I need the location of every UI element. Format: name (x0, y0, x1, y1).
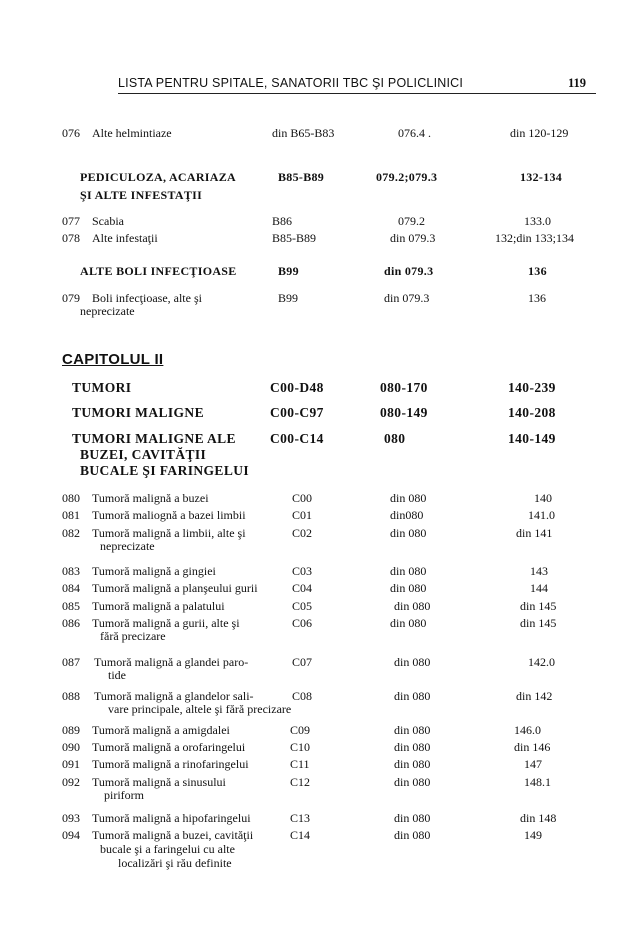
item-list: din 080 (394, 655, 431, 669)
item-icd: C08 (292, 689, 313, 703)
item-icd: C04 (292, 581, 313, 595)
item-pages: din 142 (516, 689, 553, 703)
item-list: din 080 (394, 740, 431, 754)
item-pages: din 148 (520, 811, 557, 825)
item-icd: C11 (290, 757, 310, 771)
item-name: Tumoră malignă a amigdalei (92, 723, 230, 737)
item-icd: C13 (290, 811, 311, 825)
category-icd: B99 (278, 264, 299, 278)
category-icd: C00-C97 (270, 405, 324, 420)
item-icd: C14 (290, 828, 311, 842)
item-pages: din 141 (516, 526, 553, 540)
item-icd: B99 (278, 291, 299, 305)
category-pages: 140-149 (508, 431, 556, 446)
category-icd: B85-B89 (278, 170, 325, 184)
item-name-cont2: localizări şi rău definite (118, 856, 232, 870)
item-pages: 136 (528, 291, 546, 305)
item-list: din 080 (390, 491, 427, 505)
header-rule (118, 93, 596, 94)
chapter-title: CAPITOLUL II (62, 351, 164, 368)
item-list: din 080 (394, 723, 431, 737)
item-name: Tumoră maliognă a bazei limbii (92, 508, 246, 522)
item-list: din 080 (394, 775, 431, 789)
category-title: PEDICULOZA, ACARIAZA (80, 170, 237, 184)
category-title: TUMORI MALIGNE ALE (72, 431, 236, 446)
item-name: Tumoră malignă a limbii, alte şi (92, 526, 246, 540)
category-title: ALTE BOLI INFECŢIOASE (80, 264, 237, 278)
item-pages: 133.0 (524, 214, 551, 228)
item-pages: din 120-129 (510, 126, 569, 140)
item-list: din 079.3 (390, 231, 436, 245)
item-icd: C09 (290, 723, 311, 737)
item-icd: din B65-B83 (272, 126, 335, 140)
category-pages: 132-134 (520, 170, 563, 184)
item-code: 088 (62, 689, 80, 703)
category-pages: 140-239 (508, 380, 556, 395)
item-list: din 080 (394, 828, 431, 842)
item-name: Tumoră malignă a gingiei (92, 564, 216, 578)
category-icd: C00-D48 (270, 380, 324, 395)
item-list: din 080 (394, 689, 431, 703)
item-name: Boli infecţioase, alte şi (92, 291, 202, 305)
item-icd: C03 (292, 564, 313, 578)
item-code: 079 (62, 291, 80, 305)
item-icd: B85-B89 (272, 231, 317, 245)
item-name-cont: piriform (104, 788, 144, 802)
category-title-line3: BUCALE ŞI FARINGELUI (80, 463, 250, 478)
item-pages: 142.0 (528, 655, 555, 669)
item-name-cont: fără precizare (100, 629, 166, 643)
item-code: 092 (62, 775, 80, 789)
item-code: 089 (62, 723, 80, 737)
item-name: Tumoră malignă a glandei paro- (94, 655, 249, 669)
item-code: 090 (62, 740, 80, 754)
item-pages: 143 (530, 564, 548, 578)
category-list: 079.2;079.3 (376, 170, 438, 184)
item-pages: 132;din 133;134 (495, 231, 575, 245)
item-name: Tumoră malignă a buzei (92, 491, 209, 505)
item-list: din 080 (390, 581, 427, 595)
item-code: 094 (62, 828, 80, 842)
item-name: Tumoră malignă a rinofaringelui (92, 757, 249, 771)
item-icd: C05 (292, 599, 313, 613)
category-title: TUMORI MALIGNE (72, 405, 204, 420)
item-name: Tumoră malignă a glandelor sali- (94, 689, 254, 703)
item-icd: B86 (272, 214, 293, 228)
item-code: 080 (62, 491, 80, 505)
item-pages: 140 (534, 491, 552, 505)
item-name: Tumoră malignă a planşeului gurii (92, 581, 258, 595)
item-pages: 141.0 (528, 508, 555, 522)
item-name-cont: tide (108, 668, 126, 682)
item-list: din 080 (390, 526, 427, 540)
item-icd: C00 (292, 491, 313, 505)
item-list: din 080 (390, 564, 427, 578)
item-icd: C10 (290, 740, 311, 754)
item-icd: C02 (292, 526, 313, 540)
item-name-cont: bucale şi a faringelui cu alte (100, 842, 235, 856)
item-name: Scabia (92, 214, 124, 228)
item-code: 091 (62, 757, 80, 771)
item-code: 076 (62, 126, 80, 140)
item-name: Alte helmintiaze (92, 126, 172, 140)
page-header-title: LISTA PENTRU SPITALE, SANATORII TBC ŞI POLICLINICI (118, 76, 464, 90)
category-pages: 140-208 (508, 405, 556, 420)
item-name: Tumoră malignă a gurii, alte şi (92, 616, 240, 630)
item-code: 082 (62, 526, 80, 540)
item-pages: 146.0 (514, 723, 541, 737)
item-name: Tumoră malignă a palatului (92, 599, 225, 613)
item-list: din080 (390, 508, 424, 522)
item-pages: 144 (530, 581, 548, 595)
item-code: 081 (62, 508, 80, 522)
item-code: 078 (62, 231, 80, 245)
item-pages: din 146 (514, 740, 551, 754)
item-code: 087 (62, 655, 80, 669)
item-list: din 079.3 (384, 291, 430, 305)
item-list: din 080 (394, 599, 431, 613)
item-pages: 147 (524, 757, 542, 771)
category-list: 080 (384, 431, 406, 446)
item-code: 077 (62, 214, 80, 228)
item-code: 083 (62, 564, 80, 578)
item-icd: C06 (292, 616, 313, 630)
item-list: din 080 (394, 811, 431, 825)
item-name-cont: vare principale, altele şi fără precizare (108, 702, 292, 716)
item-list: din 080 (394, 757, 431, 771)
item-name: Tumoră malignă a orofaringelui (92, 740, 246, 754)
category-list: 080-170 (380, 380, 428, 395)
item-code: 086 (62, 616, 80, 630)
item-code: 084 (62, 581, 80, 595)
item-list: 076.4 . (398, 126, 431, 140)
category-list: din 079.3 (384, 264, 434, 278)
category-list: 080-149 (380, 405, 428, 420)
item-name-cont: neprecizate (100, 539, 155, 553)
category-title: TUMORI (72, 380, 132, 395)
item-icd: C12 (290, 775, 311, 789)
category-pages: 136 (528, 264, 547, 278)
category-title-line2: BUZEI, CAVITĂŢII (80, 447, 207, 462)
category-icd: C00-C14 (270, 431, 324, 446)
item-icd: C07 (292, 655, 313, 669)
item-list: din 080 (390, 616, 427, 630)
item-code: 093 (62, 811, 80, 825)
item-icd: C01 (292, 508, 313, 522)
item-list: 079.2 (398, 214, 425, 228)
item-pages: 148.1 (524, 775, 551, 789)
item-name: Tumoră malignă a buzei, cavităţii (92, 828, 254, 842)
item-name: Tumoră malignă a hipofaringelui (92, 811, 251, 825)
page-number: 119 (568, 76, 587, 90)
item-pages: 149 (524, 828, 542, 842)
item-pages: din 145 (520, 599, 557, 613)
item-code: 085 (62, 599, 80, 613)
item-name: Tumoră malignă a sinusului (92, 775, 226, 789)
item-name: Alte infestaţii (92, 231, 158, 245)
category-title-line2: ŞI ALTE INFESTAŢII (80, 188, 203, 202)
item-pages: din 145 (520, 616, 557, 630)
item-name-cont: neprecizate (80, 304, 135, 318)
